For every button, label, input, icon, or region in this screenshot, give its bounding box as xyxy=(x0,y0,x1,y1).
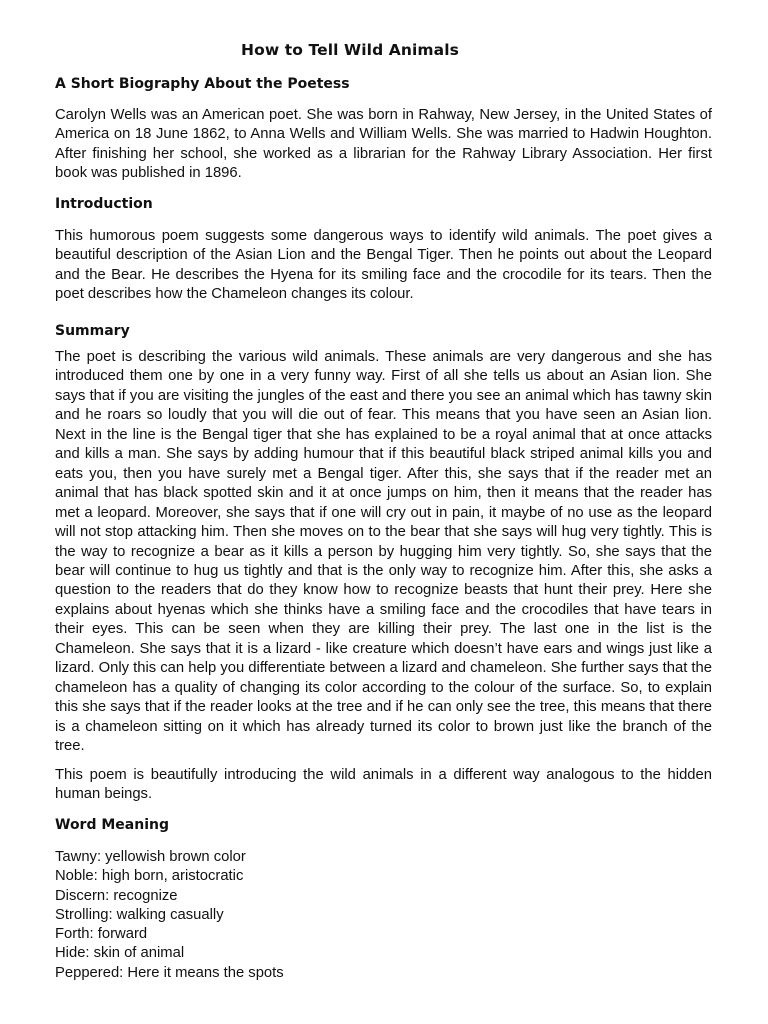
word-meaning-heading: Word Meaning xyxy=(55,817,169,833)
biography-paragraph: Carolyn Wells was an American poet. She was born in Rahway, New Jersey, in the United States of America on 18 June 1862, to Anna Wells and William Wells. She was married to Hadwin Houghton. After finishing her school, she worked as a librarian for the Rahway Library Association. Her first book was published in 1896. xyxy=(55,107,712,181)
introduction-heading: Introduction xyxy=(55,196,153,212)
word-meaning-list xyxy=(55,848,284,983)
document-title: How to Tell Wild Animals xyxy=(241,41,459,59)
list-item: Hide: skin of animal xyxy=(55,945,185,962)
list-item: Strolling: walking casually xyxy=(55,906,224,923)
list-item: Discern: recognize xyxy=(55,887,178,904)
summary-paragraph: The poet is describing the various wild animals. These animals are very dangerous and she has introduced them one by one in a very funny way. First of all she tells us about an Asian lion. She says that if you are visiting the jungles of the east and there you see an animal which has tawny skin and he roars so loudly that you will die out of fear. This means that you have seen an Asian lion. Next in the line is the Bengal tiger that she has explained to be a royal animal that at once attacks and kills a man. She says by adding humour that if this beautiful black striped animal kills you and eats you, then you have surely met a Bengal tiger. After this, she says that if the reader met an animal that has black spotted skin and it at once jumps on him, then it means that the reader has met a leopard. Moreover, she says that if one will cry out in pain, it maybe of no use as the leopard will not stop attacking him. Then she moves on to the bear that she says will hug very tightly. This is the way to recognize a bear as it kills a person by hugging him very tightly. So, she says that the bear will continue to hug us tightly and that is the only way to recognize him. After this, she asks a question to the readers that do they know how to recognize beasts that hunt their prey. Here she explains about hyenas which she thinks have a smiling face and the crocodiles that have tears in their eyes. This can be seen when they are killing their prey. The last one in the list is the Chameleon. She says that it is a lizard - like creature which doesn’t have ears and wings just like a lizard. Only this can help you differentiate between a lizard and chameleon. She further says that the chameleon has a quality of changing its color according to the colour of the surface. So, to explain this she says that if the reader looks at the tree and if he can only see the tree, this means that there is a chameleon sitting on it which has already turned its color to brown just like the branch of the tree. xyxy=(55,349,712,755)
introduction-paragraph: This humorous poem suggests some dangerous ways to identify wild animals. The poet gives a beautiful description of the Asian Lion and the Bengal Tiger. Then he points out about the Leopard and the Bear. He describes the Hyena for its smiling face and the crocodile for its tears. Then the poet describes how the Chameleon changes its colour. xyxy=(55,228,712,302)
biography-heading: A Short Biography About the Poetess xyxy=(55,76,350,92)
summary-heading: Summary xyxy=(55,323,130,339)
list-item: Noble: high born, aristocratic xyxy=(55,868,244,885)
list-item: Forth: forward xyxy=(55,926,148,943)
summary-conclusion: This poem is beautifully introducing the wild animals in a different way analogous to the hidden human beings. xyxy=(55,767,712,803)
list-item: Tawny: yellowish brown color xyxy=(55,849,246,865)
list-item: Peppered: Here it means the spots xyxy=(55,964,284,981)
